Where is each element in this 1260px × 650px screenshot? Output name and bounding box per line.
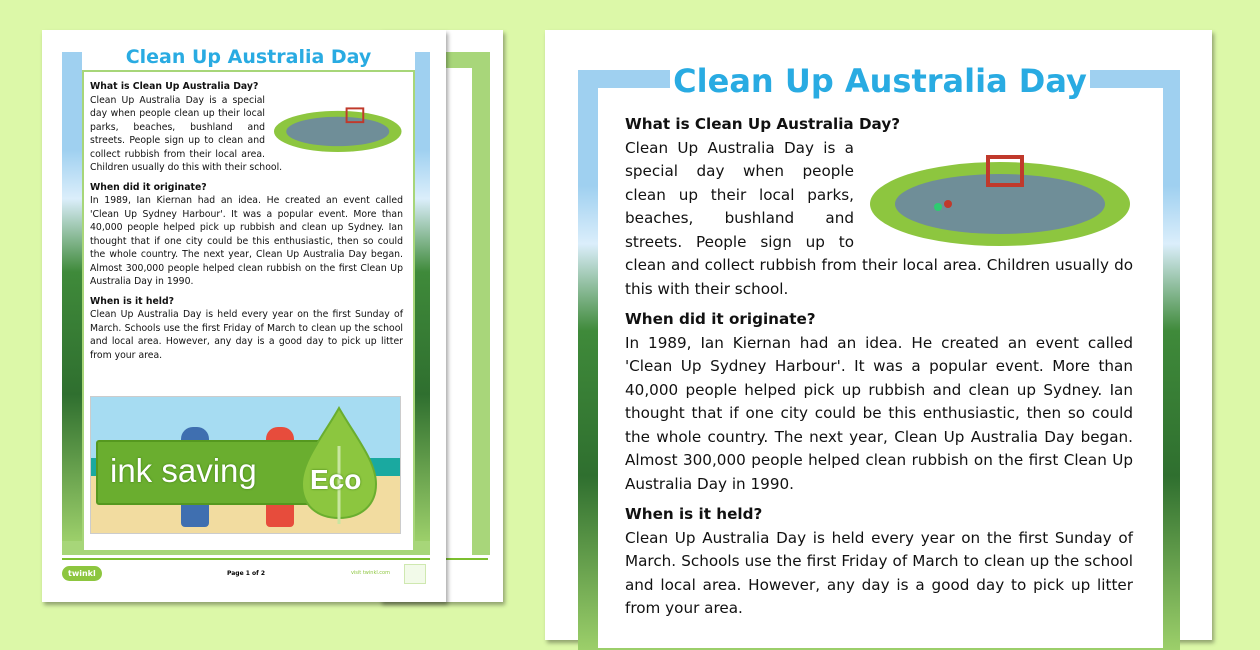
- page-footer: [62, 558, 430, 598]
- section-heading: When did it originate?: [625, 310, 816, 328]
- section-body: Clean Up Australia Day is held every year on the first Sunday of March. Schools use the first Friday of March to clean up the school and local area. However, any day is a good day to pick up litter from your area.: [625, 528, 1133, 617]
- ink-saving-label: ink saving: [110, 452, 257, 489]
- page-number: Page 1 of 2: [227, 570, 265, 577]
- eco-leaf-icon: [300, 406, 378, 524]
- pond-illustration: [273, 102, 403, 156]
- twinkl-logo: twinkl: [62, 566, 102, 581]
- eco-label: Eco: [310, 464, 362, 495]
- section-body: Clean Up Australia Day is a special day when people clean up their local parks, beaches, bushland and streets. People sign up to clean and collect rubbish from their local area. Children usually do this with their school.: [625, 138, 1133, 298]
- section-body: In 1989, Ian Kiernan had an idea. He created an event called 'Clean Up Sydney Harbour'. It was a popular event. More than 40,000 people helped pick up rubbish and clean up Sydney. Ian thought that if one city could be this enthusiastic, then so could the whole country. The next year, Clean Up Australia Day began. Almost 300,000 people helped clean rubbish on the first Clean Up Australia Day in 1990.: [625, 333, 1133, 493]
- page-1-zoomed: [545, 30, 1212, 640]
- visit-link[interactable]: visit twinkl.com: [350, 570, 390, 576]
- page-content: [625, 113, 1133, 628]
- quality-stamp-icon: [404, 564, 426, 584]
- section-body: In 1989, Ian Kiernan had an idea. He created an event called 'Clean Up Sydney Harbour'. It was a popular event. More than 40,000 people helped pick up rubbish and clean up Sydney. Ian thought that if one city could be this enthusiastic, then so could the whole country. The next year, Clean Up Australia Day began. Almost 300,000 people helped clean rubbish on the first Clean Up Australia Day in 1990.: [90, 195, 403, 287]
- page-title: Clean Up Australia Day: [82, 44, 415, 70]
- page-title: Clean Up Australia Day: [670, 58, 1090, 104]
- pond-illustration: [868, 149, 1133, 249]
- section-heading: When is it held?: [625, 505, 763, 523]
- section-body: Clean Up Australia Day is held every year on the first Sunday of March. Schools use the first Friday of March to clean up the school and local area. However, any day is a good day to pick up litter from your area.: [90, 309, 403, 361]
- section-heading: When did it originate?: [90, 181, 207, 193]
- section-body: Clean Up Australia Day is a special day when people clean up their local parks, beaches, bushland and streets. People sign up to clean and collect rubbish from their local area. Children usually do this with their school.: [90, 94, 283, 173]
- section-heading: What is Clean Up Australia Day?: [90, 81, 259, 92]
- section-heading: What is Clean Up Australia Day?: [625, 115, 901, 133]
- page-1-thumbnail[interactable]: [42, 30, 446, 602]
- page-content: [90, 80, 403, 368]
- section-heading: When is it held?: [90, 295, 175, 307]
